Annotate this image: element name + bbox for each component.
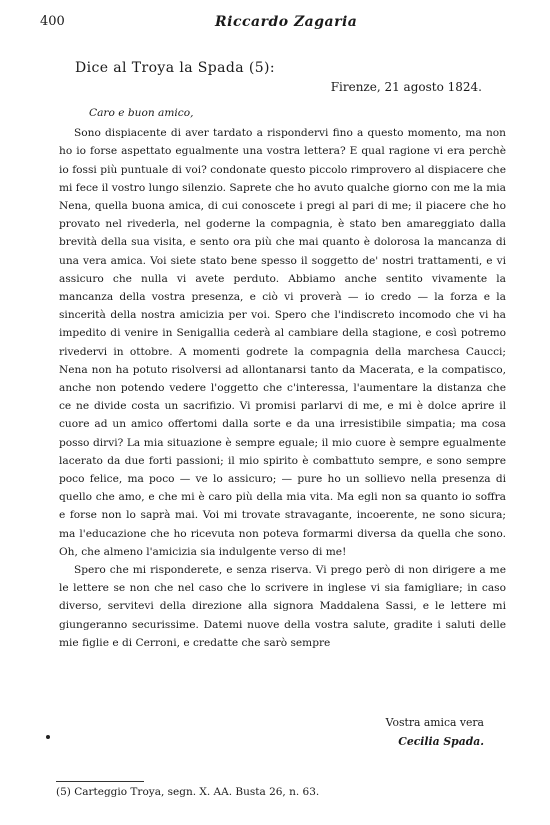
letter-salutation: Caro e buon amico, [89, 107, 194, 119]
letter-paragraph-1: Sono dispiacente di aver tardato a rispondervi fino a questo momento, ma non ho io forse aspettato egualmente una vostra lettera? E qual ragione vi era perchè io fossi più puntuale di voi? condonate questo piccolo rimprovero al dispiacere che mi fece il vostro lungo silenzio. Saprete che ho avuto qualche giorno con me la mia Nena, quella buona amica, di cui conoscete i pregi al pari di me; il piacere che ho provato nel rivederla, nel goderne la compagnia, è stato ben amareggiato dalla brevità della sua visita, e sento ora più che mai quanto è dolorosa la mancanza di una vera amica. Voi siete stato bene spesso il soggetto de' nostri trattamenti, e vi assicuro che nulla vi avete perduto. Abbiamo anche sentito vivamente la mancanza della vostra presenza, e ciò vi proverà — io credo — la forza e la sincerità della nostra amicizia per voi. Spero che l'indiscreto incomodo che vi ha impedito di venire in Senigallia cederà al cambiare della stagione, e così potremo rivedervi in ottobre. A momenti godrete la compagnia della marchesa Caucci; Nena non ha potuto risolversi ad allontanarsi tanto da Macerata, e la compatisco, anche non potendo vedere l'oggetto che c'interessa, l'aumentare la distanza che ce ne divide costa un sacrifizio. Vi promisi parlarvi di me, e mi è dolce aprire il cuore ad un amico offertomi dalla sorte e da una irresistibile simpatia; ma cosa posso dirvi? La mia situazione è sempre eguale; il mio cuore è sempre egualmente lacerato da due forti passioni; il mio spirito è combattuto sempre, e sono sempre poco felice, ma poco — ve lo assicuro; — pure ho un sollievo nella presenza di quello che amo, e che mi è caro più della mia vita. Ma egli non sa quanto io soffra e forse non lo saprà mai. Voi mi trovate stravagante, incoerente, ne sono sicura; ma l'educazione che ho ricevuta non poteva formarmi diversa da quella che sono. Oh, che almeno l'amicizia sia indulgente verso di me! [59, 127, 506, 558]
letter-closing: Vostra amica vera [385, 716, 484, 729]
running-head: Riccardo Zagaria [215, 14, 358, 30]
footnote: (5) Carteggio Troya, segn. X. AA. Busta 26, n. 63. [56, 786, 320, 798]
letter-body [59, 104, 506, 652]
letter-dateline: Firenze, 21 agosto 1824. [330, 80, 482, 94]
letter-paragraph-2: Spero che mi risponderete, e senza riserva. Vi prego però di non dirigere a me le lettere se non che nel caso che lo scrivere in inglese vi sia famigliare; in caso diverso, servitevi della direzione alla signora Maddalena Sassi, e le lettere mi giungeranno securissime. Datemi nuove della vostra salute, gradite i saluti delle mie figlie e di Cerroni, e credatte che sarò sempre [59, 564, 506, 649]
page-header [40, 14, 485, 34]
letter-signature: Cecilia Spada. [398, 735, 484, 748]
footnote-rule [56, 781, 144, 782]
letter-closing-block [386, 713, 484, 751]
page-number: 400 [40, 14, 65, 29]
letter-title: Dice al Troya la Spada (5): [75, 60, 275, 76]
margin-dot-mark [46, 735, 50, 739]
